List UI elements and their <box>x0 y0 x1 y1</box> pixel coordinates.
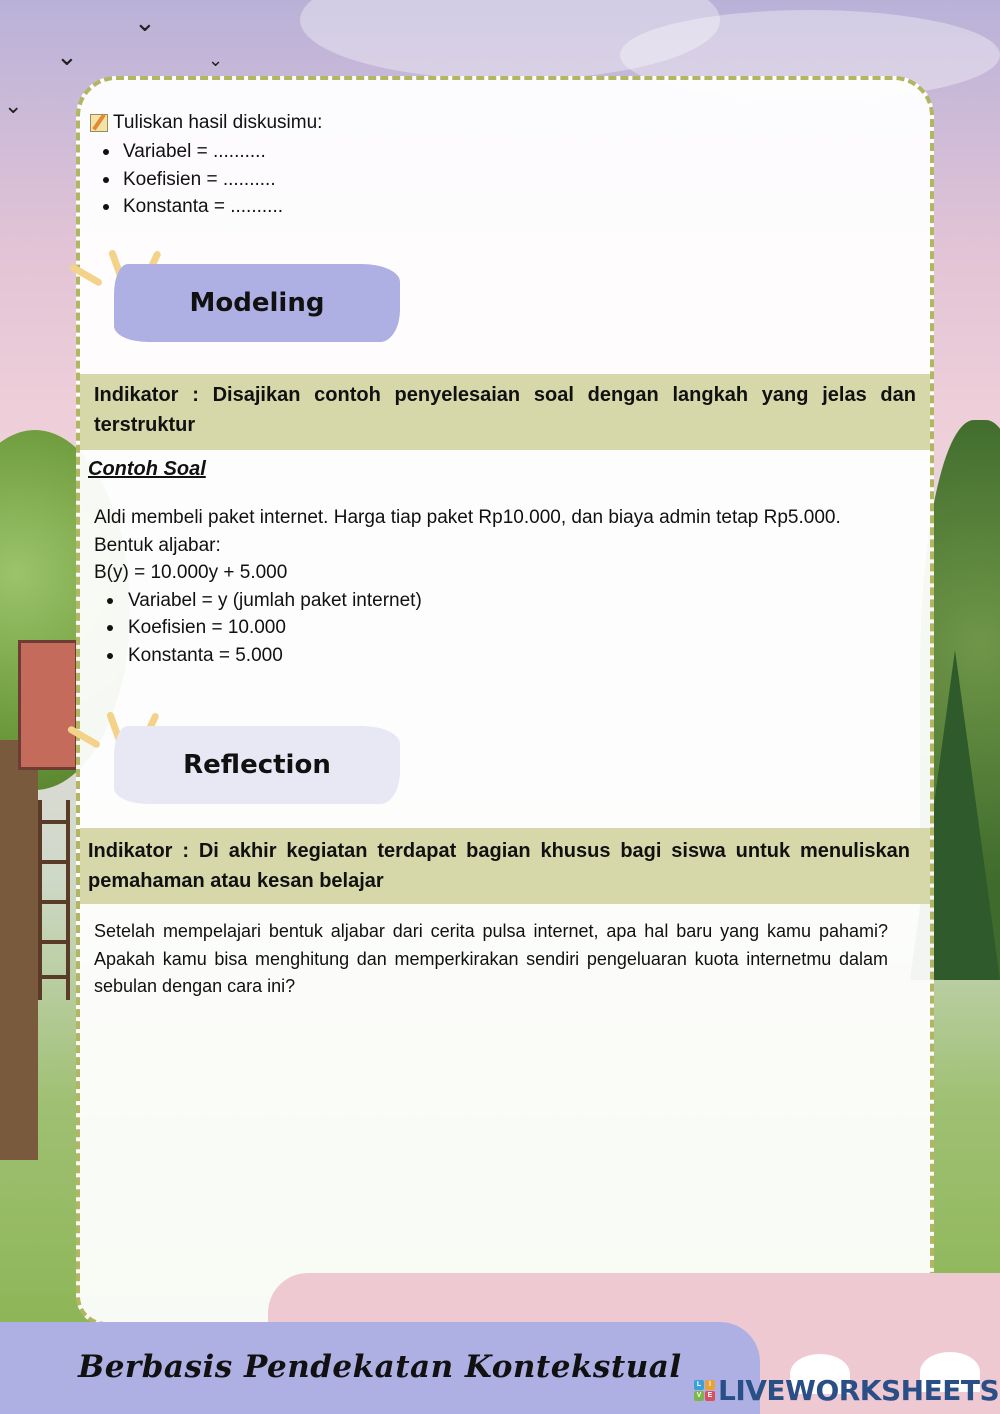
footer-title: Berbasis Pendekatan Kontekstual <box>78 1349 682 1385</box>
example-block <box>94 504 914 670</box>
reflection-indicator: Indikator : Di akhir kegiatan terdapat bagian khusus bagi siswa untuk menuliskan pemahaman atau kesan belajar <box>80 828 930 904</box>
tree-trunk-decoration <box>0 740 38 1160</box>
memo-icon <box>90 114 108 132</box>
discussion-prompt <box>90 112 322 134</box>
reflection-heading: Reflection <box>114 726 400 804</box>
list-item: Koefisien = .......... <box>90 166 283 194</box>
list-item: Konstanta = .......... <box>90 193 283 221</box>
liveworksheets-logo-text: LIVEWORKSHEETS <box>718 1374 1000 1407</box>
liveworksheets-logo[interactable] <box>694 1374 999 1407</box>
bird-icon: ⌄ <box>56 42 78 72</box>
ladder-step-decoration <box>40 900 70 904</box>
bird-icon: ⌄ <box>208 50 224 71</box>
example-line: Aldi membeli paket internet. Harga tiap paket Rp10.000, dan biaya admin tetap Rp5.000. <box>94 507 841 528</box>
list-item: Konstanta = 5.000 <box>94 642 914 670</box>
ladder-step-decoration <box>40 975 70 979</box>
worksheet-card <box>76 76 934 1326</box>
discussion-prompt-text: Tuliskan hasil diskusimu: <box>113 112 323 133</box>
modeling-indicator: Indikator : Disajikan contoh penyelesaian soal dengan langkah yang jelas dan terstruktur <box>80 374 930 450</box>
reflection-question: Setelah mempelajari bentuk aljabar dari cerita pulsa internet, apa hal baru yang kamu pahami? Apakah kamu bisa menghitung dan memperkirakan sendiri pengeluaran kuota internetmu dalam sebulan dengan cara ini? <box>94 921 888 997</box>
bird-icon: ⌄ <box>134 8 156 38</box>
discussion-list <box>90 138 283 221</box>
modeling-heading: Modeling <box>114 264 400 342</box>
treehouse-decoration <box>18 640 78 770</box>
example-list <box>94 587 914 670</box>
liveworksheets-logo-icon: L I V E <box>694 1380 715 1401</box>
ladder-step-decoration <box>40 820 70 824</box>
example-line: B(y) = 10.000y + 5.000 <box>94 562 288 584</box>
ladder-step-decoration <box>40 940 70 944</box>
ladder-step-decoration <box>40 860 70 864</box>
bird-icon: ⌄ <box>4 94 23 119</box>
list-item: Koefisien = 10.000 <box>94 614 914 642</box>
example-title: Contoh Soal <box>88 458 206 480</box>
list-item: Variabel = .......... <box>90 138 283 166</box>
list-item: Variabel = y (jumlah paket internet) <box>94 587 914 615</box>
example-line: Bentuk aljabar: <box>94 534 221 556</box>
